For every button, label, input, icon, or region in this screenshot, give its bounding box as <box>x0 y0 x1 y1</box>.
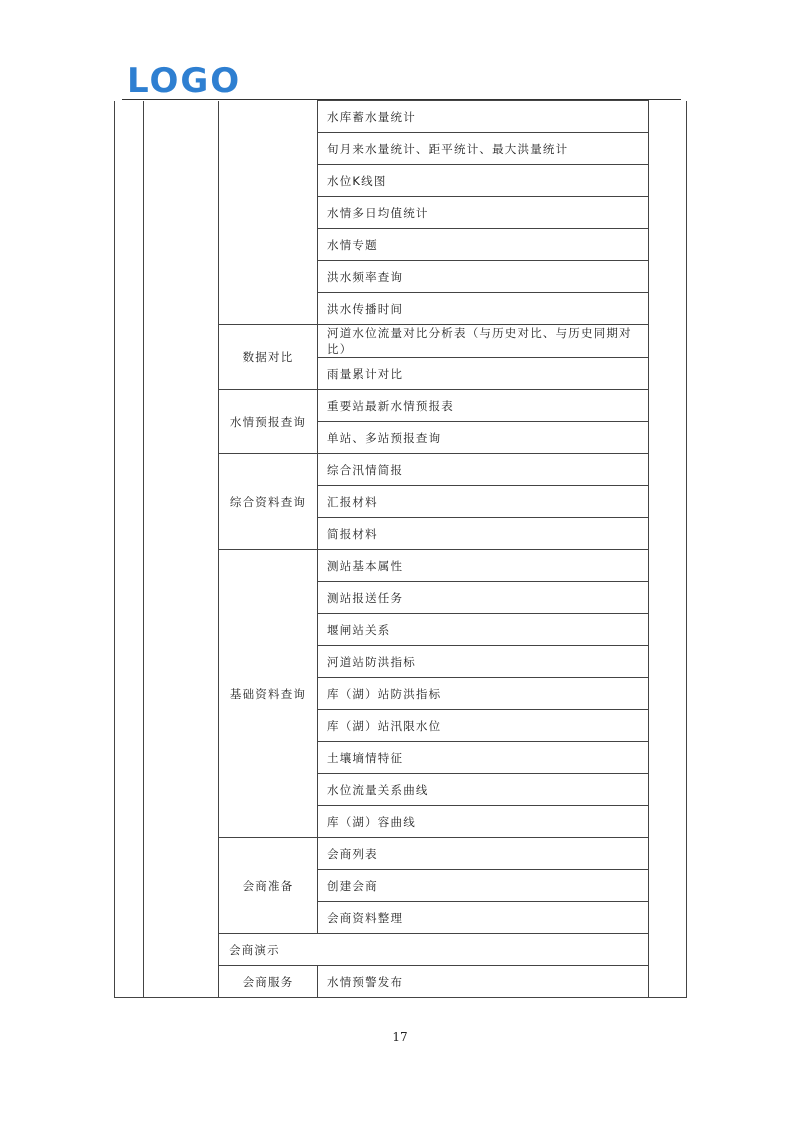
function-item: 水情多日均值统计 <box>318 197 649 229</box>
submodule-cell <box>144 101 219 998</box>
function-table <box>114 100 687 998</box>
category-cell: 基础资料查询 <box>219 550 318 838</box>
function-item: 库（湖）容曲线 <box>318 806 649 838</box>
function-item: 会商资料整理 <box>318 902 649 934</box>
wide-row-cell: 会商演示 <box>219 934 649 966</box>
category-cell <box>219 101 318 325</box>
function-item: 创建会商 <box>318 870 649 902</box>
function-item: 重要站最新水情预报表 <box>318 390 649 422</box>
category-cell: 数据对比 <box>219 325 318 390</box>
function-item: 河道水位流量对比分析表（与历史对比、与历史同期对比） <box>318 325 649 358</box>
function-item: 库（湖）站汛限水位 <box>318 710 649 742</box>
function-item: 水情预警发布 <box>318 966 649 998</box>
function-item: 旬月来水量统计、距平统计、最大洪量统计 <box>318 133 649 165</box>
function-item: 简报材料 <box>318 518 649 550</box>
function-item: 测站报送任务 <box>318 582 649 614</box>
table-body <box>115 101 687 998</box>
function-item: 汇报材料 <box>318 486 649 518</box>
function-item: 水情专题 <box>318 229 649 261</box>
category-cell: 会商服务 <box>219 966 318 998</box>
function-item: 库（湖）站防洪指标 <box>318 678 649 710</box>
function-item: 会商列表 <box>318 838 649 870</box>
function-item: 土壤墒情特征 <box>318 742 649 774</box>
table-row <box>115 101 687 133</box>
function-item: 综合汛情简报 <box>318 454 649 486</box>
function-item: 河道站防洪指标 <box>318 646 649 678</box>
category-cell: 综合资料查询 <box>219 454 318 550</box>
function-item: 单站、多站预报查询 <box>318 422 649 454</box>
function-item: 水位K线图 <box>318 165 649 197</box>
function-item: 水位流量关系曲线 <box>318 774 649 806</box>
function-item: 雨量累计对比 <box>318 358 649 390</box>
function-item: 堰闸站关系 <box>318 614 649 646</box>
function-item: 洪水传播时间 <box>318 293 649 325</box>
function-item: 洪水频率查询 <box>318 261 649 293</box>
logo: LOGO <box>127 61 242 101</box>
category-cell: 会商准备 <box>219 838 318 934</box>
module-cell <box>115 101 144 998</box>
remark-cell <box>649 101 687 998</box>
function-item: 测站基本属性 <box>318 550 649 582</box>
page-number: 17 <box>392 1030 408 1044</box>
function-item: 水库蓄水量统计 <box>318 101 649 133</box>
category-cell: 水情预报查询 <box>219 390 318 454</box>
